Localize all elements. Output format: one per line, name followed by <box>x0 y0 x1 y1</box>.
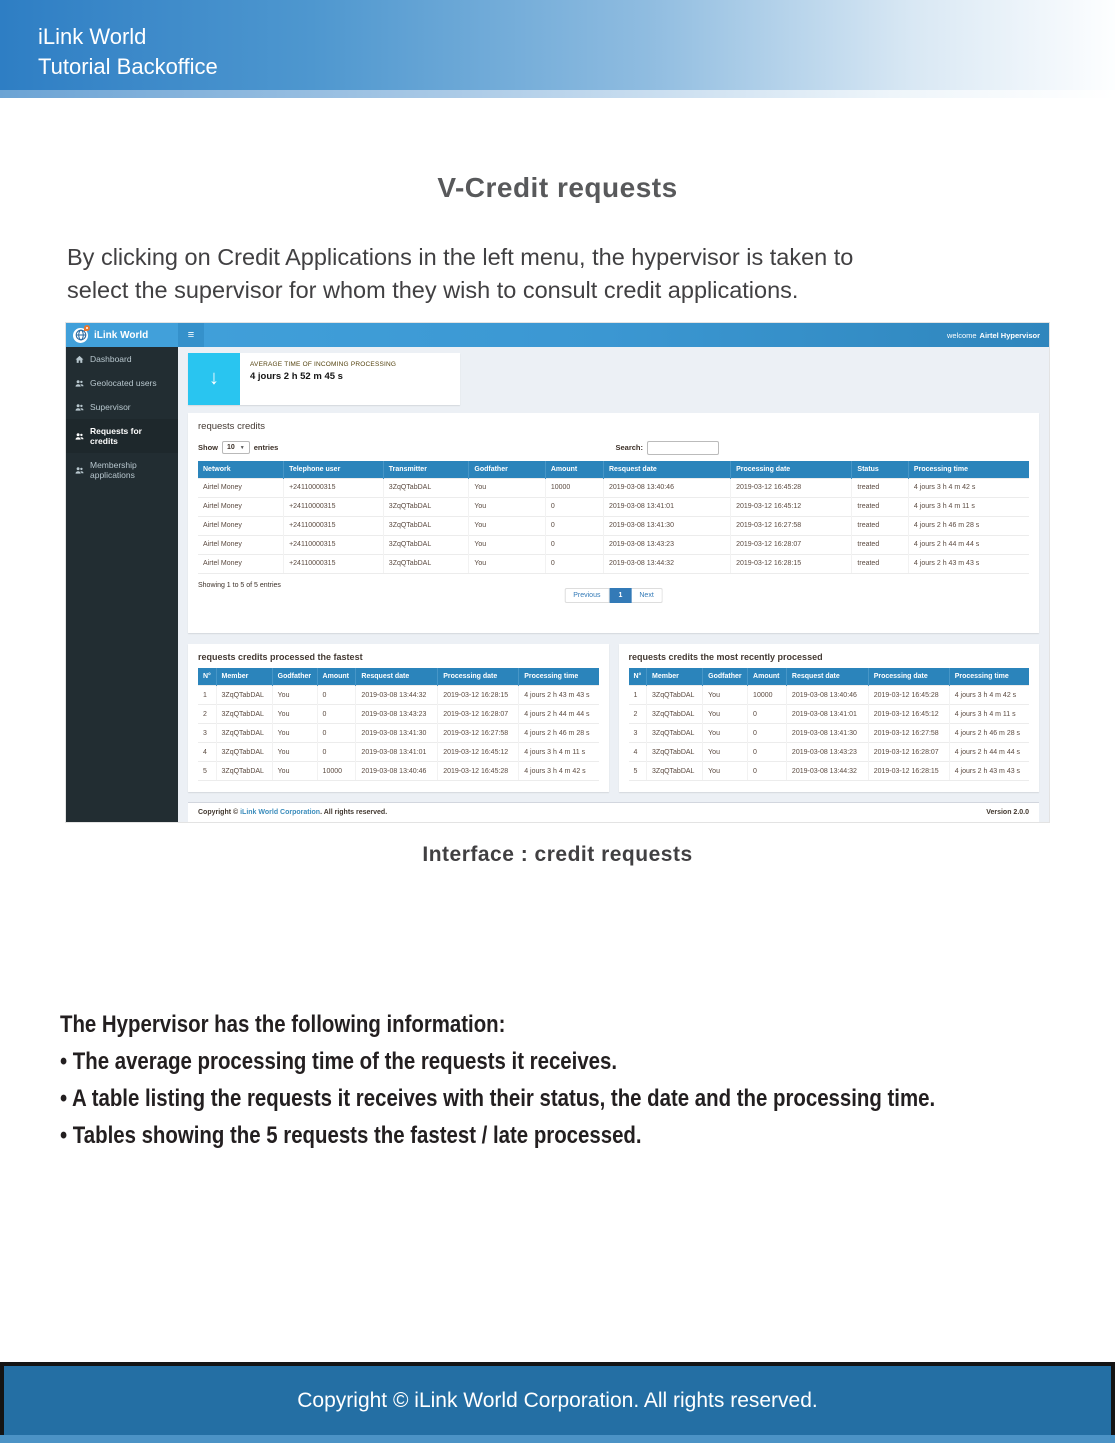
column-header: N° <box>629 668 647 686</box>
table-cell: 2019-03-12 16:45:12 <box>731 497 852 516</box>
table-row <box>198 497 1029 516</box>
table-row <box>198 686 599 705</box>
globe-logo-icon <box>73 328 88 343</box>
table-cell: 3ZqQTabDAL <box>216 743 272 762</box>
doc-header-line2: Tutorial Backoffice <box>38 54 218 79</box>
info-heading: The Hypervisor has the following information: <box>60 1011 506 1038</box>
table-cell: Airtel Money <box>198 497 284 516</box>
table-row <box>198 705 599 724</box>
table-cell: 2019-03-12 16:45:12 <box>438 743 519 762</box>
table-cell: 4 jours 3 h 4 m 42 s <box>949 686 1029 705</box>
column-header: Processing date <box>731 461 852 479</box>
table-cell: 3ZqQTabDAL <box>383 516 469 535</box>
column-header: Processing time <box>908 461 1029 479</box>
table-cell: 3ZqQTabDAL <box>647 686 703 705</box>
column-header: Member <box>216 668 272 686</box>
panel-title: requests credits <box>198 420 266 432</box>
column-header: Amount <box>317 668 356 686</box>
table-cell: 2019-03-12 16:28:07 <box>438 705 519 724</box>
table-cell: 4 jours 2 h 46 m 28 s <box>949 724 1029 743</box>
table-cell: You <box>469 497 545 516</box>
table-cell: 4 jours 2 h 46 m 28 s <box>908 516 1029 535</box>
panel-title: requests credits processed the fastest <box>198 652 363 662</box>
table-cell: You <box>469 516 545 535</box>
table-cell: 1 <box>198 686 216 705</box>
column-header: Member <box>647 668 703 686</box>
table-cell: 2019-03-12 16:28:07 <box>731 535 852 554</box>
table-cell: 3ZqQTabDAL <box>383 478 469 497</box>
table-cell: 3ZqQTabDAL <box>647 724 703 743</box>
table-cell: 4 jours 3 h 4 m 42 s <box>519 762 599 781</box>
table-cell: 0 <box>317 743 356 762</box>
table-cell: 5 <box>198 762 216 781</box>
table-row <box>198 724 599 743</box>
table-cell: 2019-03-08 13:40:46 <box>786 686 868 705</box>
table-cell: You <box>469 478 545 497</box>
table-cell: 4 <box>198 743 216 762</box>
table-cell: 0 <box>545 516 603 535</box>
table-cell: Airtel Money <box>198 478 284 497</box>
table-cell: 2019-03-08 13:44:32 <box>356 686 438 705</box>
column-header: Processing time <box>949 668 1029 686</box>
table-row <box>198 762 599 781</box>
column-header: Godfather <box>703 668 748 686</box>
table-cell: 2019-03-08 13:41:30 <box>603 516 730 535</box>
column-header: Godfather <box>272 668 317 686</box>
users-icon <box>75 379 84 388</box>
table-header-row <box>198 668 599 686</box>
table-row <box>629 724 1030 743</box>
column-header: Status <box>852 461 909 479</box>
app-main <box>178 347 1049 823</box>
app-screenshot <box>65 322 1050 823</box>
table-cell: 2 <box>198 705 216 724</box>
table-cell: You <box>469 535 545 554</box>
hamburger-icon: ≡ <box>187 329 195 341</box>
table-row <box>629 762 1030 781</box>
table-cell: 2019-03-08 13:41:01 <box>356 743 438 762</box>
table-cell: 3ZqQTabDAL <box>383 554 469 573</box>
intro-line: select the supervisor for whom they wish to consult credit applications. <box>67 277 799 303</box>
welcome-user[interactable] <box>947 323 1049 347</box>
panel-title: requests credits the most recently processed <box>628 652 823 662</box>
sidebar-item-geolocated-users[interactable] <box>66 371 178 395</box>
app-footer-copyright: Copyright © <box>198 809 241 816</box>
table-row <box>198 516 1029 535</box>
table-cell: treated <box>852 516 909 535</box>
table-cell: 0 <box>317 686 356 705</box>
table-cell: 0 <box>748 705 787 724</box>
app-brand[interactable] <box>66 323 178 347</box>
table-cell: 2019-03-08 13:41:30 <box>356 724 438 743</box>
sidebar-item-label: Requests for credits <box>90 426 142 446</box>
sidebar-item-membership-applications[interactable] <box>66 453 178 487</box>
table-cell: 3ZqQTabDAL <box>647 743 703 762</box>
stat-label: AVERAGE TIME OF INCOMING PROCESSING <box>250 361 397 368</box>
table-cell: 2019-03-12 16:28:07 <box>868 743 949 762</box>
table-row <box>629 686 1030 705</box>
app-version: Version 2.0.0 <box>986 809 1029 816</box>
table-cell: +24110000315 <box>284 535 384 554</box>
table-cell: 4 jours 2 h 44 m 44 s <box>908 535 1029 554</box>
table-cell: 3ZqQTabDAL <box>647 762 703 781</box>
welcome-username: Airtel Hypervisor <box>979 330 1040 340</box>
table-cell: 3 <box>629 724 647 743</box>
table-cell: +24110000315 <box>284 554 384 573</box>
table-cell: 2019-03-12 16:28:15 <box>438 686 519 705</box>
table-cell: 3ZqQTabDAL <box>647 705 703 724</box>
table-cell: Airtel Money <box>198 554 284 573</box>
column-header: Resquest date <box>356 668 438 686</box>
column-header: N° <box>198 668 216 686</box>
table-cell: 2019-03-08 13:43:23 <box>356 705 438 724</box>
table-header-row <box>629 668 1030 686</box>
sidebar-item-label: Supervisor <box>90 402 131 412</box>
table-cell: 4 jours 2 h 46 m 28 s <box>519 724 599 743</box>
table-cell: You <box>703 724 748 743</box>
welcome-prefix: welcome <box>946 330 977 340</box>
average-time-card <box>188 353 460 405</box>
table-cell: 2019-03-12 16:27:58 <box>731 516 852 535</box>
table-cell: 2019-03-12 16:45:28 <box>731 478 852 497</box>
table-cell: 2019-03-08 13:44:32 <box>786 762 868 781</box>
table-cell: 0 <box>748 762 787 781</box>
table-cell: treated <box>852 478 909 497</box>
info-block <box>60 1006 1114 1154</box>
app-brand-label: iLink World <box>94 329 149 341</box>
stat-value: 4 jours 2 h 52 m 45 s <box>250 371 343 382</box>
table-cell: 2019-03-12 16:27:58 <box>438 724 519 743</box>
table-cell: 10000 <box>748 686 787 705</box>
column-header: Telephone user <box>284 461 384 479</box>
table-cell: 2019-03-12 16:28:15 <box>868 762 949 781</box>
requests-table <box>198 461 1029 574</box>
table-row <box>198 743 599 762</box>
search-label: Search: <box>615 443 643 453</box>
table-cell: 2019-03-12 16:45:12 <box>868 705 949 724</box>
table-cell: 2019-03-08 13:41:30 <box>786 724 868 743</box>
company-link[interactable]: iLink World Corporation <box>240 809 321 816</box>
column-header: Processing date <box>438 668 519 686</box>
search-input[interactable] <box>647 441 719 455</box>
recent-requests-table <box>629 668 1030 781</box>
app-navbar <box>66 323 1049 347</box>
page-1-button[interactable]: 1 <box>609 588 631 603</box>
show-label: Show <box>198 443 218 453</box>
table-cell: You <box>272 705 317 724</box>
table-cell: 0 <box>748 724 787 743</box>
column-header: Resquest date <box>603 461 730 479</box>
requests-credits-panel <box>188 413 1039 633</box>
table-row <box>198 535 1029 554</box>
column-header: Godfather <box>469 461 545 479</box>
table-cell: 2019-03-08 13:43:23 <box>603 535 730 554</box>
doc-header-line1: iLink World <box>38 24 147 49</box>
sidebar-item-dashboard[interactable] <box>66 347 178 371</box>
home-icon <box>75 355 84 364</box>
table-cell: 3ZqQTabDAL <box>216 762 272 781</box>
table-cell: 0 <box>545 554 603 573</box>
table-cell: 0 <box>317 705 356 724</box>
users-icon <box>75 403 84 412</box>
table-cell: 4 jours 3 h 4 m 11 s <box>908 497 1029 516</box>
table-cell: 2019-03-08 13:44:32 <box>603 554 730 573</box>
table-cell: 2019-03-08 13:40:46 <box>356 762 438 781</box>
page-size-select[interactable] <box>222 441 250 454</box>
table-row <box>629 705 1030 724</box>
table-cell: +24110000315 <box>284 497 384 516</box>
column-header: Processing time <box>519 668 599 686</box>
info-bullet: • The average processing time of the requests it receives. <box>60 1048 618 1075</box>
table-cell: Airtel Money <box>198 535 284 554</box>
users-icon <box>75 466 84 475</box>
table-cell: 3ZqQTabDAL <box>216 724 272 743</box>
table-cell: treated <box>852 535 909 554</box>
table-cell: 3ZqQTabDAL <box>383 497 469 516</box>
table-cell: 2 <box>629 705 647 724</box>
table-cell: 4 jours 2 h 43 m 43 s <box>519 686 599 705</box>
sidebar-item-supervisor[interactable] <box>66 395 178 419</box>
table-cell: 4 jours 3 h 4 m 42 s <box>908 478 1029 497</box>
table-cell: 2019-03-08 13:41:01 <box>786 705 868 724</box>
intro-paragraph <box>67 241 1077 307</box>
table-cell: You <box>703 705 748 724</box>
users-icon <box>75 432 84 441</box>
table-cell: 3ZqQTabDAL <box>383 535 469 554</box>
doc-footer-strip <box>0 1435 1115 1443</box>
table-cell: You <box>272 686 317 705</box>
table-cell: 4 jours 2 h 43 m 43 s <box>908 554 1029 573</box>
showing-entries-text: Showing 1 to 5 of 5 entries <box>198 581 281 589</box>
table-cell: 2019-03-12 16:45:28 <box>868 686 949 705</box>
sidebar-item-label: Dashboard <box>90 354 132 364</box>
table-cell: You <box>272 762 317 781</box>
table-cell: 3 <box>198 724 216 743</box>
column-header: Transmitter <box>383 461 469 479</box>
table-cell: 3ZqQTabDAL <box>216 705 272 724</box>
sidebar-item-label: Membership applications <box>90 460 137 480</box>
page-title: V-Credit requests <box>437 172 678 203</box>
table-cell: 4 jours 2 h 44 m 44 s <box>949 743 1029 762</box>
table-cell: 4 jours 2 h 44 m 44 s <box>519 705 599 724</box>
table-cell: 10000 <box>317 762 356 781</box>
table-cell: 0 <box>545 497 603 516</box>
table-cell: treated <box>852 554 909 573</box>
screenshot-caption: Interface : credit requests <box>422 843 693 866</box>
table-cell: 2019-03-12 16:45:28 <box>438 762 519 781</box>
column-header: Amount <box>748 668 787 686</box>
next-page-button[interactable]: Next <box>631 588 662 603</box>
info-bullet: • Tables showing the 5 requests the fastest / late processed. <box>60 1122 642 1149</box>
sidebar-item-label: Geolocated users <box>90 378 157 388</box>
fastest-requests-table <box>198 668 599 781</box>
table-cell: You <box>272 724 317 743</box>
column-header: Resquest date <box>786 668 868 686</box>
table-cell: 4 jours 2 h 43 m 43 s <box>949 762 1029 781</box>
table-cell: 2019-03-08 13:41:01 <box>603 497 730 516</box>
table-cell: 10000 <box>545 478 603 497</box>
table-cell: 4 jours 3 h 4 m 11 s <box>949 705 1029 724</box>
table-cell: 0 <box>545 535 603 554</box>
column-header: Network <box>198 461 284 479</box>
table-row <box>198 554 1029 573</box>
app-sidebar <box>66 347 178 823</box>
doc-header-strip <box>0 90 1115 98</box>
doc-footer-text: Copyright © iLink World Corporation. All rights reserved. <box>297 1388 818 1412</box>
location-pin-icon <box>84 325 90 331</box>
down-arrow-icon: ↓ <box>188 353 240 405</box>
table-cell: +24110000315 <box>284 478 384 497</box>
page-size-value: 10 <box>227 444 235 452</box>
table-cell: 4 <box>629 743 647 762</box>
table-cell: 1 <box>629 686 647 705</box>
app-footer-rights: . All rights reserved. <box>320 809 388 816</box>
doc-header <box>0 0 1115 90</box>
entries-label: entries <box>253 443 279 453</box>
chevron-down-icon: ▼ <box>239 444 245 451</box>
table-cell: 0 <box>748 743 787 762</box>
column-header: Processing date <box>868 668 949 686</box>
recent-requests-panel <box>619 644 1040 792</box>
app-footer <box>188 802 1039 823</box>
table-cell: 2019-03-12 16:28:15 <box>731 554 852 573</box>
table-cell: Airtel Money <box>198 516 284 535</box>
table-cell: 2019-03-08 13:40:46 <box>603 478 730 497</box>
intro-line: By clicking on Credit Applications in the left menu, the hypervisor is taken to <box>67 244 854 270</box>
doc-footer <box>0 1362 1115 1435</box>
column-header: Amount <box>545 461 603 479</box>
table-row <box>198 478 1029 497</box>
table-cell: 4 jours 3 h 4 m 11 s <box>519 743 599 762</box>
table-cell: 5 <box>629 762 647 781</box>
table-cell: treated <box>852 497 909 516</box>
table-cell: You <box>703 686 748 705</box>
info-bullet: • A table listing the requests it receives with their status, the date and the processing time. <box>60 1085 936 1112</box>
table-row <box>629 743 1030 762</box>
table-cell: 3ZqQTabDAL <box>216 686 272 705</box>
table-cell: You <box>272 743 317 762</box>
table-cell: You <box>703 762 748 781</box>
table-cell: 2019-03-12 16:27:58 <box>868 724 949 743</box>
table-cell: You <box>703 743 748 762</box>
table-header-row <box>198 461 1029 479</box>
sidebar-item-requests-for-credits[interactable] <box>66 419 178 453</box>
table-cell: +24110000315 <box>284 516 384 535</box>
table-cell: 0 <box>317 724 356 743</box>
previous-page-button[interactable]: Previous <box>564 588 609 603</box>
table-cell: You <box>469 554 545 573</box>
pagination <box>564 588 663 603</box>
table-cell: 2019-03-08 13:43:23 <box>786 743 868 762</box>
fastest-requests-panel <box>188 644 609 792</box>
sidebar-toggle-button[interactable] <box>178 323 204 347</box>
